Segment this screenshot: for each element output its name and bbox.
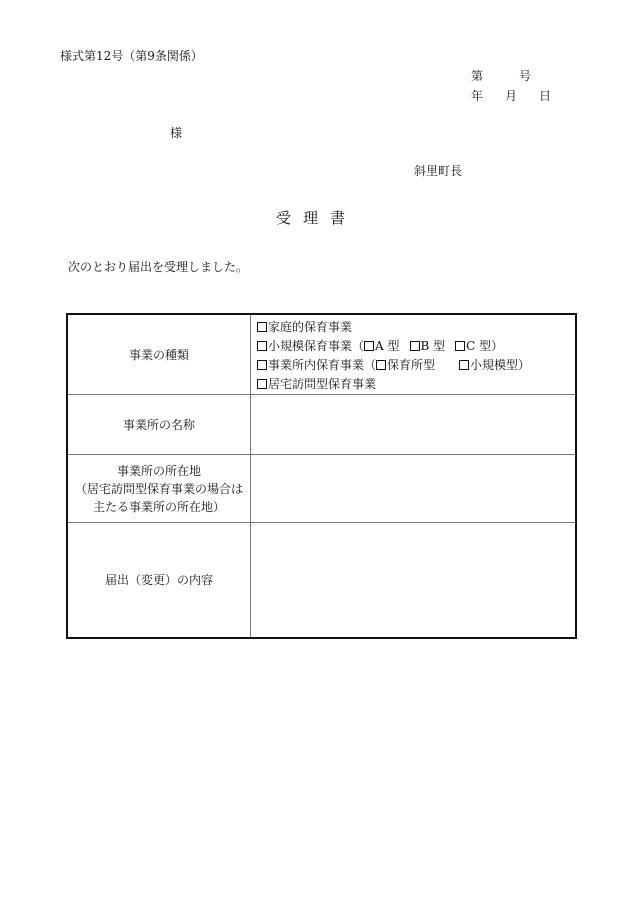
option-small-scale-label: 小規模保育事業（ (268, 339, 365, 353)
facility-name-row (67, 395, 576, 455)
option-family-daycare (257, 318, 575, 337)
checkbox-type-b[interactable] (410, 341, 420, 351)
date-line (471, 90, 551, 102)
facility-name-field[interactable] (251, 395, 577, 455)
form-table (66, 313, 577, 639)
checkbox-small-type[interactable] (459, 360, 469, 370)
form-number: 様式第12号（第9条関係） (60, 49, 203, 63)
business-type-row (67, 314, 576, 395)
option-home-visit (257, 375, 575, 394)
number-go: 号 (519, 69, 532, 83)
option-onsite (257, 356, 575, 375)
option-small-scale (257, 337, 575, 356)
date-month: 月 (505, 89, 518, 103)
facility-address-label-line1: 事業所の所在地 (116, 463, 201, 478)
option-type-c-label: C 型） (466, 339, 504, 353)
option-nursery-type-label: 保育所型 (387, 358, 436, 372)
checkbox-onsite[interactable] (257, 360, 267, 370)
recipient-honorific: 様 (170, 126, 183, 140)
checkbox-family-daycare[interactable] (257, 322, 267, 332)
option-type-b-label: B 型 (420, 339, 446, 353)
notification-content-row (67, 523, 576, 638)
option-family-daycare-label: 家庭的保育事業 (268, 320, 353, 334)
facility-address-label (67, 455, 251, 523)
option-type-a-label: A 型 (375, 339, 400, 353)
issuer-name: 斜里町長 (414, 164, 463, 178)
checkbox-home-visit[interactable] (257, 379, 267, 389)
checkbox-type-c[interactable] (455, 341, 465, 351)
option-onsite-label: 事業所内保育事業（ (268, 358, 377, 372)
business-type-options (251, 314, 577, 395)
body-text: 次のとおり届出を受理しました。 (68, 260, 249, 274)
notification-content-label: 届出（変更）の内容 (67, 523, 251, 638)
checkbox-small-scale[interactable] (257, 341, 267, 351)
facility-address-row (67, 455, 576, 523)
date-day: 日 (539, 89, 552, 103)
business-type-label: 事業の種類 (67, 314, 251, 395)
facility-address-field[interactable] (251, 455, 577, 523)
facility-name-label: 事業所の名称 (67, 395, 251, 455)
facility-address-label-line3: 主たる事業所の所在地） (92, 499, 225, 514)
document-title: 受理書 (276, 209, 358, 227)
checkbox-type-a[interactable] (364, 341, 374, 351)
option-small-type-label: 小規模型） (470, 358, 531, 372)
date-year: 年 (471, 89, 484, 103)
option-home-visit-label: 居宅訪問型保育事業 (268, 377, 377, 391)
notification-content-field[interactable] (251, 523, 577, 638)
number-dai: 第 (471, 69, 484, 83)
document-number-line (471, 70, 531, 82)
facility-address-label-line2: （居宅訪問型保育事業の場合は (74, 481, 243, 496)
checkbox-nursery-type[interactable] (376, 360, 386, 370)
